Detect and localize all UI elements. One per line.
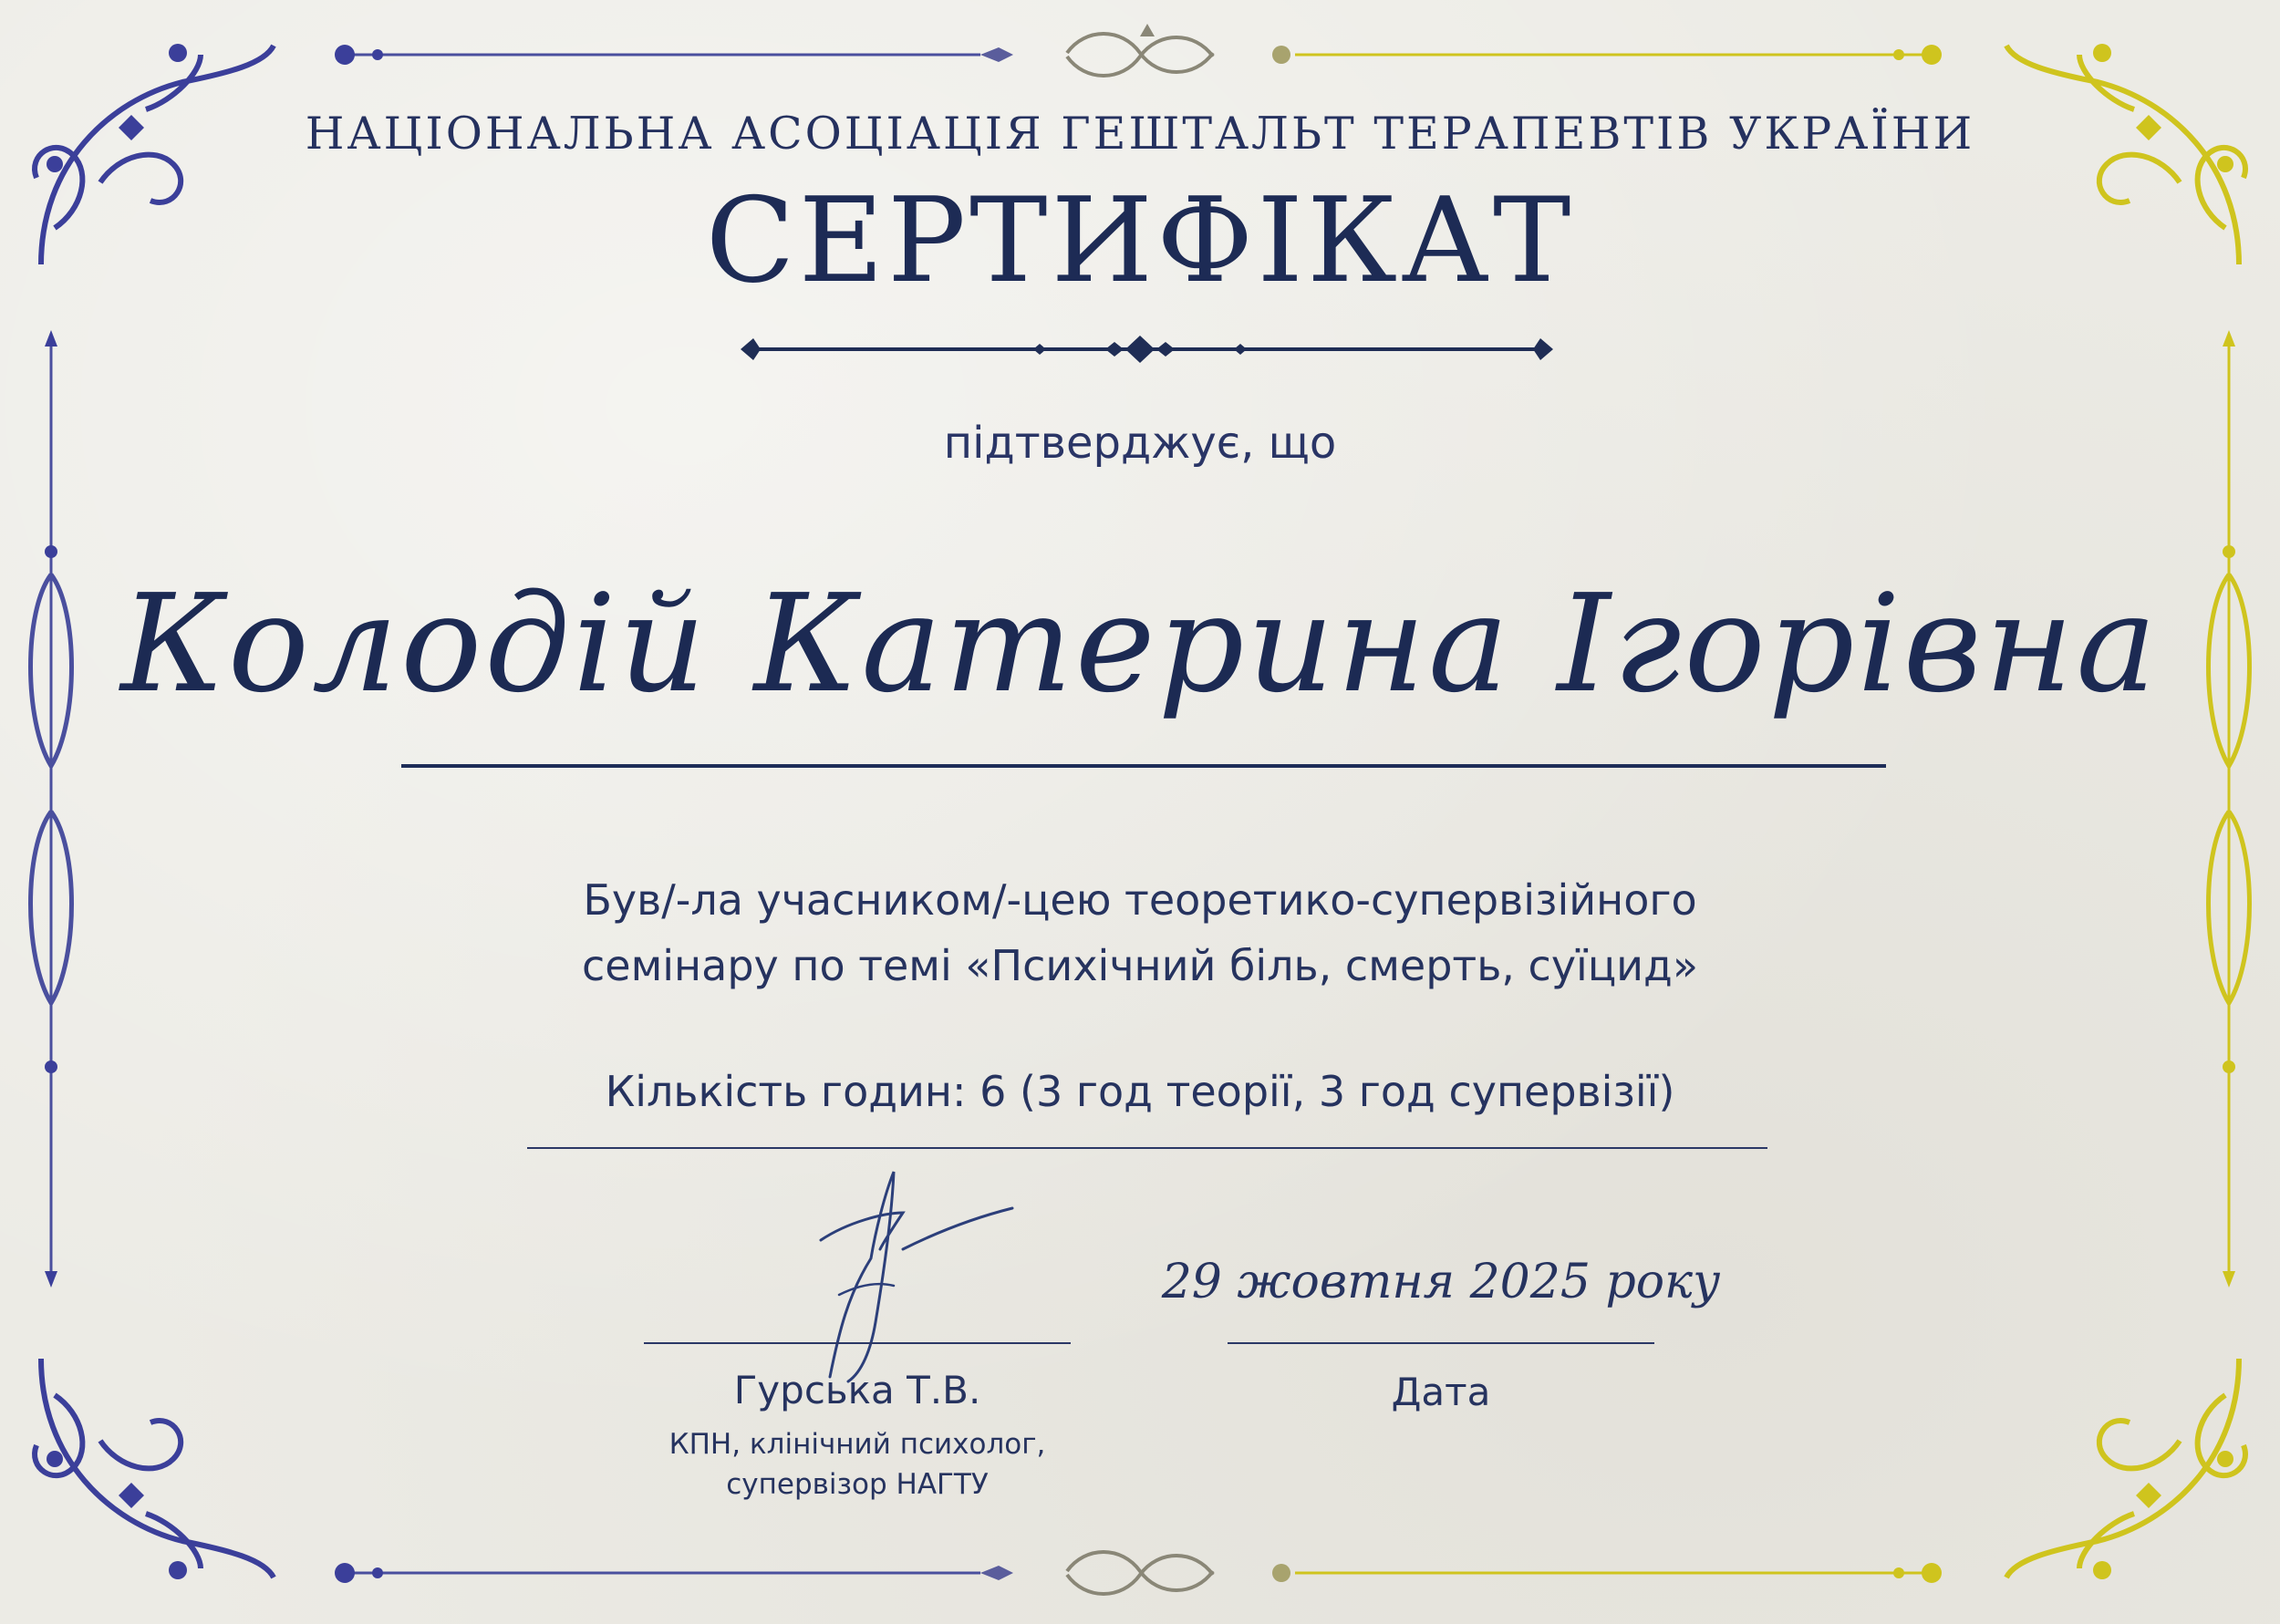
- signer-name: Гурська Т.В.: [733, 1368, 981, 1412]
- bottom-border: [335, 1552, 1942, 1594]
- signer-role-line-2: супервізор НАГТУ: [726, 1468, 989, 1501]
- recipient-name: Колодій Катерина Ігорівна: [120, 565, 2160, 722]
- signature-line: [644, 1342, 1071, 1344]
- description-line-1: Був/-ла учасником/-цею теоретико-супервізійного: [583, 875, 1697, 925]
- title-divider: [741, 336, 1553, 363]
- corner-ornament-bottom-left: [35, 1359, 274, 1579]
- signer-role: [584, 1424, 1131, 1505]
- left-border: [31, 330, 72, 1288]
- corner-ornament-bottom-right: [2006, 1359, 2245, 1579]
- right-border: [2209, 330, 2250, 1288]
- date-label: Дата: [1391, 1370, 1491, 1414]
- signer-role-line-1: КПН, клінічний психолог,: [668, 1428, 1046, 1461]
- content-separator: [527, 1147, 1767, 1149]
- organization-name: НАЦІОНАЛЬНА АСОЦІАЦІЯ ГЕШТАЛЬТ ТЕРАПЕВТІВ УКРАЇНИ: [305, 108, 1975, 160]
- certificate-title: СЕРТИФІКАТ: [705, 173, 1575, 309]
- date-value: 29 жовтня 2025 року: [1161, 1255, 1721, 1309]
- hours-text: Кількість годин: 6 (3 год теорії, 3 год супервізії): [605, 1067, 1675, 1116]
- confirms-text: підтверджує, що: [943, 418, 1337, 469]
- handwritten-signature: [784, 1158, 1021, 1386]
- top-border: [335, 24, 1942, 76]
- description-line-2: семінару по темі «Психічний біль, смерть, суїцид»: [581, 941, 1698, 990]
- date-line: [1228, 1342, 1654, 1344]
- recipient-underline: [401, 764, 1886, 768]
